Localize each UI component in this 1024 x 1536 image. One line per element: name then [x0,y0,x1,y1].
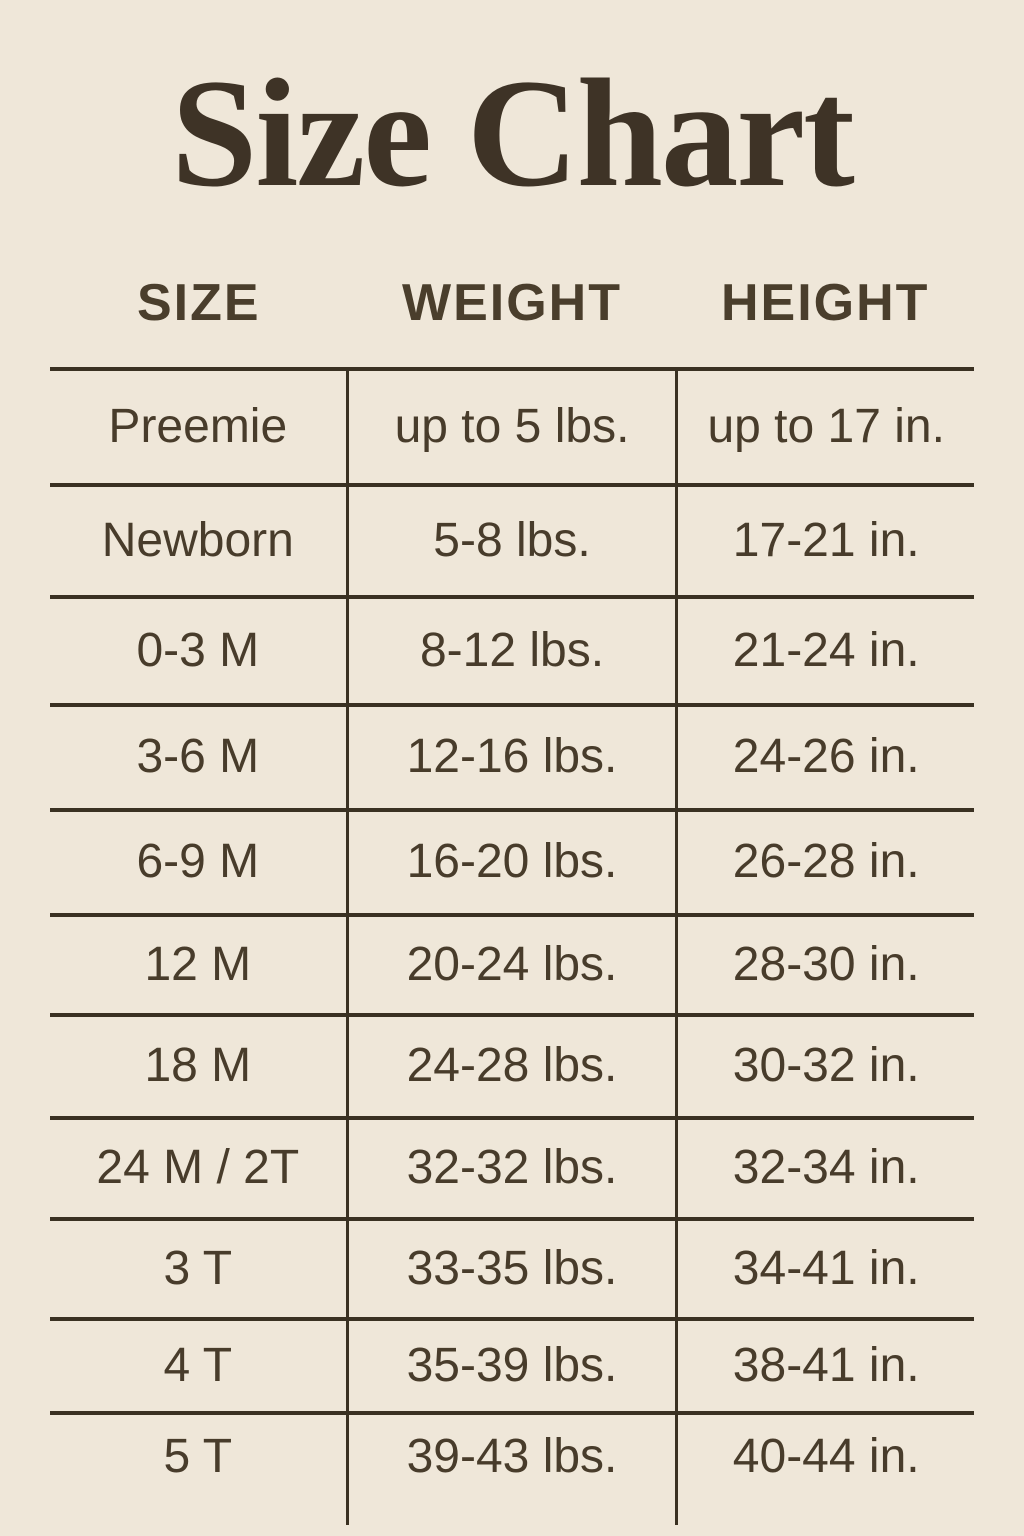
table-row-5t [50,1411,974,1525]
size-cell: 12 M [144,937,252,991]
size-cell: 4 T [163,1338,233,1392]
table-row-4t [50,1317,974,1411]
weight-cell: 39-43 lbs. [346,1415,676,1525]
weight-cell: 24-28 lbs. [346,1017,676,1116]
table-row-0-3m [50,595,974,703]
height-cell: 34-41 in. [675,1221,974,1317]
column-header-size: SIZE [136,273,261,332]
weight-cell: 16-20 lbs. [346,812,676,913]
height-cell: 38-41 in. [675,1321,974,1411]
height-cell: 32-34 in. [675,1120,974,1217]
table-row-preemie [50,367,974,483]
height-cell: 24-26 in. [675,707,974,808]
weight-cell: 32-32 lbs. [346,1120,676,1217]
table-header-row [50,273,974,333]
size-cell: 3-6 M [136,730,260,784]
size-cell: 0-3 M [136,623,260,677]
size-cell: 24 M / 2T [96,1141,300,1195]
height-cell: 30-32 in. [675,1017,974,1116]
weight-cell: 20-24 lbs. [346,917,676,1013]
weight-cell: up to 5 lbs. [346,371,676,483]
weight-cell: 35-39 lbs. [346,1321,676,1411]
height-cell: 40-44 in. [675,1415,974,1525]
weight-cell: 8-12 lbs. [346,599,676,703]
height-cell: 26-28 in. [675,812,974,913]
size-cell: Newborn [101,513,294,567]
table-row-3t [50,1217,974,1317]
size-cell: 18 M [144,1039,252,1093]
table-row-newborn [50,483,974,595]
page-title: Size Chart [171,47,853,219]
size-chart-table [50,367,974,1525]
table-row-24m-2t [50,1116,974,1217]
height-cell: up to 17 in. [675,371,974,483]
table-row-18m [50,1013,974,1116]
table-row-6-9m [50,808,974,913]
column-header-weight: WEIGHT [401,273,622,332]
column-header-height: HEIGHT [720,273,930,332]
size-cell: Preemie [108,399,288,453]
weight-cell: 12-16 lbs. [346,707,676,808]
size-cell: 6-9 M [136,835,260,889]
size-cell: 3 T [163,1241,233,1295]
table-row-3-6m [50,703,974,808]
height-cell: 28-30 in. [675,917,974,1013]
table-row-12m [50,913,974,1013]
height-cell: 17-21 in. [675,487,974,595]
height-cell: 21-24 in. [675,599,974,703]
size-cell: 5 T [163,1429,233,1483]
weight-cell: 33-35 lbs. [346,1221,676,1317]
weight-cell: 5-8 lbs. [346,487,676,595]
